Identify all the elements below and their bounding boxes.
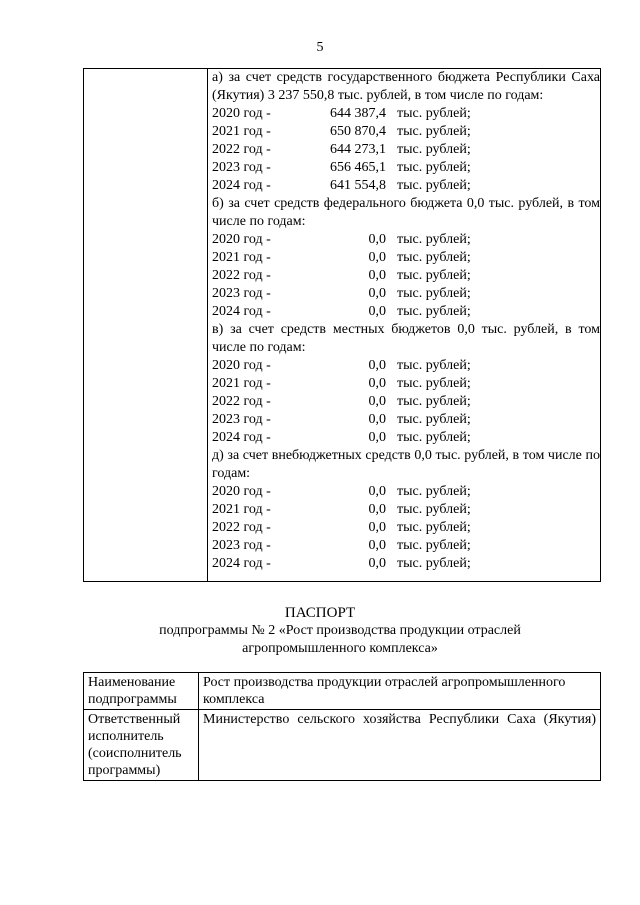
funding-year-row — [212, 393, 600, 411]
year-label: 2020 год - — [212, 358, 271, 373]
unit-label: тыс. рублей; — [397, 538, 471, 553]
amount-value: 0,0 — [368, 394, 386, 409]
funding-section-intro: б) за счет средств федерального бюджета 0,0 тыс. рублей, в том числе по годам: — [212, 196, 600, 229]
funding-table — [83, 68, 601, 582]
unit-label: тыс. рублей; — [397, 178, 471, 193]
year-label: 2022 год - — [212, 268, 271, 283]
funding-year-row — [212, 537, 600, 555]
passport-title: ПАСПОРТ — [284, 605, 356, 621]
year-label: 2024 год - — [212, 304, 271, 319]
funding-year-row — [212, 501, 600, 519]
funding-year-row — [212, 411, 600, 429]
amount-value: 0,0 — [368, 358, 386, 373]
amount-value: 656 465,1 — [330, 160, 386, 175]
year-label: 2024 год - — [212, 178, 271, 193]
funding-year-row — [212, 231, 600, 249]
amount-value: 650 870,4 — [330, 124, 386, 139]
amount-value: 641 554,8 — [330, 178, 386, 193]
funding-year-row — [212, 159, 600, 177]
funding-year-row — [212, 519, 600, 537]
year-label: 2021 год - — [212, 502, 271, 517]
amount-value: 0,0 — [368, 430, 386, 445]
unit-label: тыс. рублей; — [397, 520, 471, 535]
passport-subtitle: подпрограммы № 2 «Рост производства продукции отраслей агропромышленного комплекса» — [159, 623, 521, 656]
year-label: 2020 год - — [212, 106, 271, 121]
label-cell: Наименование подпрограммы — [84, 673, 199, 710]
funding-year-row — [212, 357, 600, 375]
funding-section-intro: в) за счет средств местных бюджетов 0,0 тыс. рублей, в том числе по годам: — [212, 322, 600, 355]
amount-value: 0,0 — [368, 556, 386, 571]
amount-value: 0,0 — [368, 232, 386, 247]
funding-year-row — [212, 555, 600, 573]
funding-year-row — [212, 123, 600, 141]
amount-value: 0,0 — [368, 376, 386, 391]
unit-label: тыс. рублей; — [397, 412, 471, 427]
year-label: 2022 год - — [212, 394, 271, 409]
unit-label: тыс. рублей; — [397, 268, 471, 283]
amount-value: 644 273,1 — [330, 142, 386, 157]
year-label: 2021 год - — [212, 376, 271, 391]
funding-year-row — [212, 177, 600, 195]
year-label: 2020 год - — [212, 232, 271, 247]
funding-year-row — [212, 105, 600, 123]
passport-table — [83, 672, 601, 781]
year-label: 2023 год - — [212, 160, 271, 175]
year-label: 2021 год - — [212, 250, 271, 265]
unit-label: тыс. рублей; — [397, 394, 471, 409]
table-row — [84, 673, 601, 710]
funding-year-row — [212, 285, 600, 303]
unit-label: тыс. рублей; — [397, 358, 471, 373]
year-label: 2023 год - — [212, 286, 271, 301]
amount-value: 0,0 — [368, 538, 386, 553]
unit-label: тыс. рублей; — [397, 376, 471, 391]
value-cell: Министерство сельского хозяйства Республики Саха (Якутия) — [199, 710, 601, 781]
column-divider — [207, 69, 208, 581]
year-label: 2024 год - — [212, 556, 271, 571]
unit-label: тыс. рублей; — [397, 556, 471, 571]
unit-label: тыс. рублей; — [397, 232, 471, 247]
amount-value: 0,0 — [368, 502, 386, 517]
funding-year-row — [212, 303, 600, 321]
year-label: 2023 год - — [212, 538, 271, 553]
year-label: 2024 год - — [212, 430, 271, 445]
year-label: 2022 год - — [212, 520, 271, 535]
funding-section-intro: д) за счет внебюджетных средств 0,0 тыс. рублей, в том числе по годам: — [212, 448, 600, 481]
year-label: 2021 год - — [212, 124, 271, 139]
amount-value: 0,0 — [368, 412, 386, 427]
amount-value: 0,0 — [368, 250, 386, 265]
funding-sources-cell — [212, 69, 600, 573]
unit-label: тыс. рублей; — [397, 124, 471, 139]
label-cell: Ответственный исполнитель (соисполнитель программы) — [84, 710, 199, 781]
funding-section-intro: а) за счет средств государственного бюджета Республики Саха (Якутия) 3 237 550,8 тыс. рублей, в том числе по годам: — [212, 70, 600, 103]
page-number: 5 — [316, 40, 324, 55]
funding-year-row — [212, 429, 600, 447]
amount-value: 0,0 — [368, 520, 386, 535]
year-label: 2023 год - — [212, 412, 271, 427]
year-label: 2022 год - — [212, 142, 271, 157]
unit-label: тыс. рублей; — [397, 286, 471, 301]
amount-value: 0,0 — [368, 484, 386, 499]
value-cell: Рост производства продукции отраслей агропромышленного комплекса — [199, 673, 601, 710]
amount-value: 0,0 — [368, 286, 386, 301]
funding-year-row — [212, 375, 600, 393]
amount-value: 0,0 — [368, 304, 386, 319]
unit-label: тыс. рублей; — [397, 484, 471, 499]
funding-year-row — [212, 249, 600, 267]
unit-label: тыс. рублей; — [397, 142, 471, 157]
year-label: 2020 год - — [212, 484, 271, 499]
unit-label: тыс. рублей; — [397, 430, 471, 445]
funding-year-row — [212, 141, 600, 159]
funding-year-row — [212, 267, 600, 285]
unit-label: тыс. рублей; — [397, 106, 471, 121]
unit-label: тыс. рублей; — [397, 250, 471, 265]
unit-label: тыс. рублей; — [397, 160, 471, 175]
funding-year-row — [212, 483, 600, 501]
unit-label: тыс. рублей; — [397, 304, 471, 319]
amount-value: 0,0 — [368, 268, 386, 283]
table-row — [84, 710, 601, 781]
unit-label: тыс. рублей; — [397, 502, 471, 517]
amount-value: 644 387,4 — [330, 106, 386, 121]
